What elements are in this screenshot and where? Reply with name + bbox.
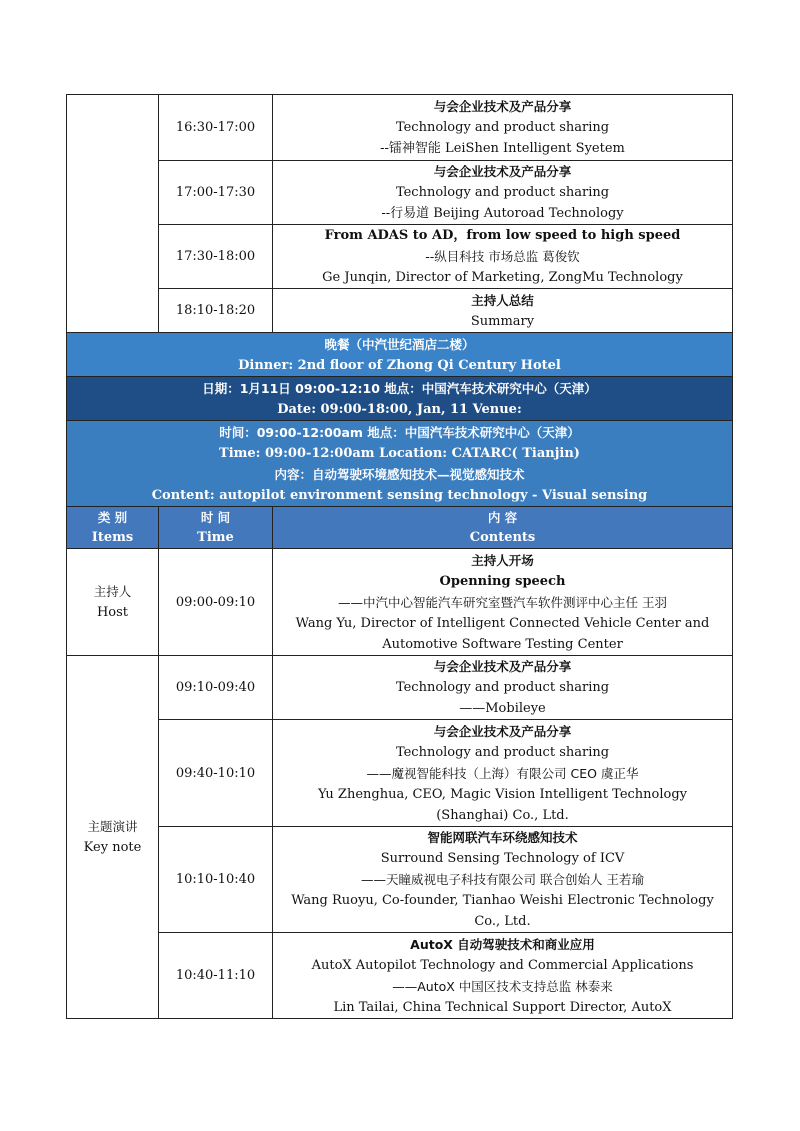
content-cell xyxy=(273,289,733,333)
item-cell-host xyxy=(67,549,159,656)
content-line: ——天瞳威视电子科技有限公司 联合创始人 王若瑜 xyxy=(361,872,644,887)
item-cell-keynote xyxy=(67,656,159,1019)
table-row xyxy=(67,161,733,225)
session-content-cn: 内容：自动驾驶环境感知技术—视觉感知技术 xyxy=(274,466,525,482)
content-line: Lin Tailai, China Technical Support Director, AutoX xyxy=(333,999,672,1015)
time-cell: 17:30-18:00 xyxy=(159,225,273,289)
content-line: ——Mobileye xyxy=(459,701,546,716)
content-cell xyxy=(273,95,733,161)
dinner-band xyxy=(67,333,733,377)
content-cell xyxy=(273,827,733,933)
header-contents xyxy=(273,507,733,549)
header-contents-en: Contents xyxy=(469,529,536,545)
header-items xyxy=(67,507,159,549)
content-line: Co., Ltd. xyxy=(474,914,531,929)
content-line: Surround Sensing Technology of ICV xyxy=(380,851,625,866)
host-row xyxy=(67,549,733,656)
content-title: AutoX 自动驾驶技术和商业应用 xyxy=(410,936,595,952)
content-line: --镭神智能 LeiShen Intelligent Syetem xyxy=(380,141,625,156)
date-en: Date: 09:00-18:00, Jan, 11 Venue: xyxy=(277,401,522,417)
keynote-row xyxy=(67,933,733,1019)
content-title: 与会企业技术及产品分享 xyxy=(433,723,572,739)
time-cell: 17:00-17:30 xyxy=(159,161,273,225)
keynote-row xyxy=(67,720,733,827)
keynote-row xyxy=(67,656,733,720)
date-band-row xyxy=(67,377,733,421)
session-time-cn: 时间：09:00-12:00am 地点：中国汽车技术研究中心（天津） xyxy=(219,424,580,440)
content-title: 与会企业技术及产品分享 xyxy=(433,659,572,674)
content-line: (Shanghai) Co., Ltd. xyxy=(436,807,569,823)
agenda-table xyxy=(66,94,733,1019)
table-row xyxy=(67,225,733,289)
host-item-cn: 主持人 xyxy=(93,584,132,599)
time-cell: 09:10-09:40 xyxy=(159,656,273,720)
header-time-en: Time xyxy=(197,529,234,545)
keynote-row xyxy=(67,827,733,933)
content-cell xyxy=(273,933,733,1019)
content-title: 智能网联汽车环绕感知技术 xyxy=(427,830,578,845)
item-cell-empty xyxy=(67,95,159,333)
content-line: ——魔视智能科技（上海）有限公司 CEO 虞正华 xyxy=(366,765,639,781)
content-line: Yu Zhenghua, CEO, Magic Vision Intelligent Technology xyxy=(317,786,688,802)
time-cell: 18:10-18:20 xyxy=(159,289,273,333)
time-cell: 10:40-11:10 xyxy=(159,933,273,1019)
content-title: 与会企业技术及产品分享 xyxy=(433,99,572,114)
table-row xyxy=(67,289,733,333)
dinner-en: Dinner: 2nd floor of Zhong Qi Century Hotel xyxy=(238,357,561,373)
content-line: ——AutoX 中国区技术支持总监 林泰来 xyxy=(392,978,613,994)
content-title: From ADAS to AD，from low speed to high speed xyxy=(324,228,681,243)
content-cell xyxy=(273,549,733,656)
content-line: Ge Junqin, Director of Marketing, ZongMu Technology xyxy=(322,270,683,285)
content-line: --纵目科技 市场总监 葛俊钦 xyxy=(425,249,580,264)
content-line: Wang Ruoyu, Co-founder, Tianhao Weishi Electronic Technology xyxy=(291,893,714,908)
time-cell: 10:10-10:40 xyxy=(159,827,273,933)
header-contents-cn: 内 容 xyxy=(487,509,518,525)
dinner-band-row xyxy=(67,333,733,377)
content-cell xyxy=(273,225,733,289)
content-line: Technology and product sharing xyxy=(395,680,610,695)
content-line: Wang Yu, Director of Intelligent Connected Vehicle Center and xyxy=(295,615,710,631)
header-time-cn: 时 间 xyxy=(200,509,231,525)
table-row xyxy=(67,95,733,161)
host-item-en: Host xyxy=(96,605,129,620)
content-line: Automotive Software Testing Center xyxy=(382,636,623,652)
header-items-cn: 类 别 xyxy=(97,509,128,525)
header-time xyxy=(159,507,273,549)
content-cell xyxy=(273,720,733,827)
dinner-cn: 晚餐（中汽世纪酒店二楼） xyxy=(324,336,475,352)
content-title: 与会企业技术及产品分享 xyxy=(433,164,572,179)
content-title: 主持人总结 xyxy=(471,292,534,308)
time-cell: 09:40-10:10 xyxy=(159,720,273,827)
header-row xyxy=(67,507,733,549)
content-line: Technology and product sharing xyxy=(395,744,610,760)
session-band xyxy=(67,421,733,507)
content-line: AutoX Autopilot Technology and Commercial Applications xyxy=(311,957,694,973)
session-content-en: Content: autopilot environment sensing technology - Visual sensing xyxy=(151,487,648,503)
date-cn: 日期：1月11日 09:00-12:10 地点：中国汽车技术研究中心（天津） xyxy=(202,380,597,396)
content-cell xyxy=(273,161,733,225)
content-line: Openning speech xyxy=(439,573,566,589)
header-items-en: Items xyxy=(91,529,134,545)
content-line: --行易道 Beijing Autoroad Technology xyxy=(381,206,624,221)
content-line: ——中汽中心智能汽车研究室暨汽车软件测评中心主任 王羽 xyxy=(338,594,667,610)
session-band-row xyxy=(67,421,733,507)
date-band xyxy=(67,377,733,421)
keynote-item-en: Key note xyxy=(83,840,142,855)
time-cell: 16:30-17:00 xyxy=(159,95,273,161)
content-line: Technology and product sharing xyxy=(395,120,610,135)
content-cell xyxy=(273,656,733,720)
time-cell: 09:00-09:10 xyxy=(159,549,273,656)
keynote-item-cn: 主题演讲 xyxy=(87,819,138,834)
content-line: Summary xyxy=(470,313,535,329)
session-time-en: Time: 09:00-12:00am Location: CATARC( Tianjin) xyxy=(219,445,580,461)
content-title: 主持人开场 xyxy=(471,552,534,568)
content-line: Technology and product sharing xyxy=(395,185,610,200)
